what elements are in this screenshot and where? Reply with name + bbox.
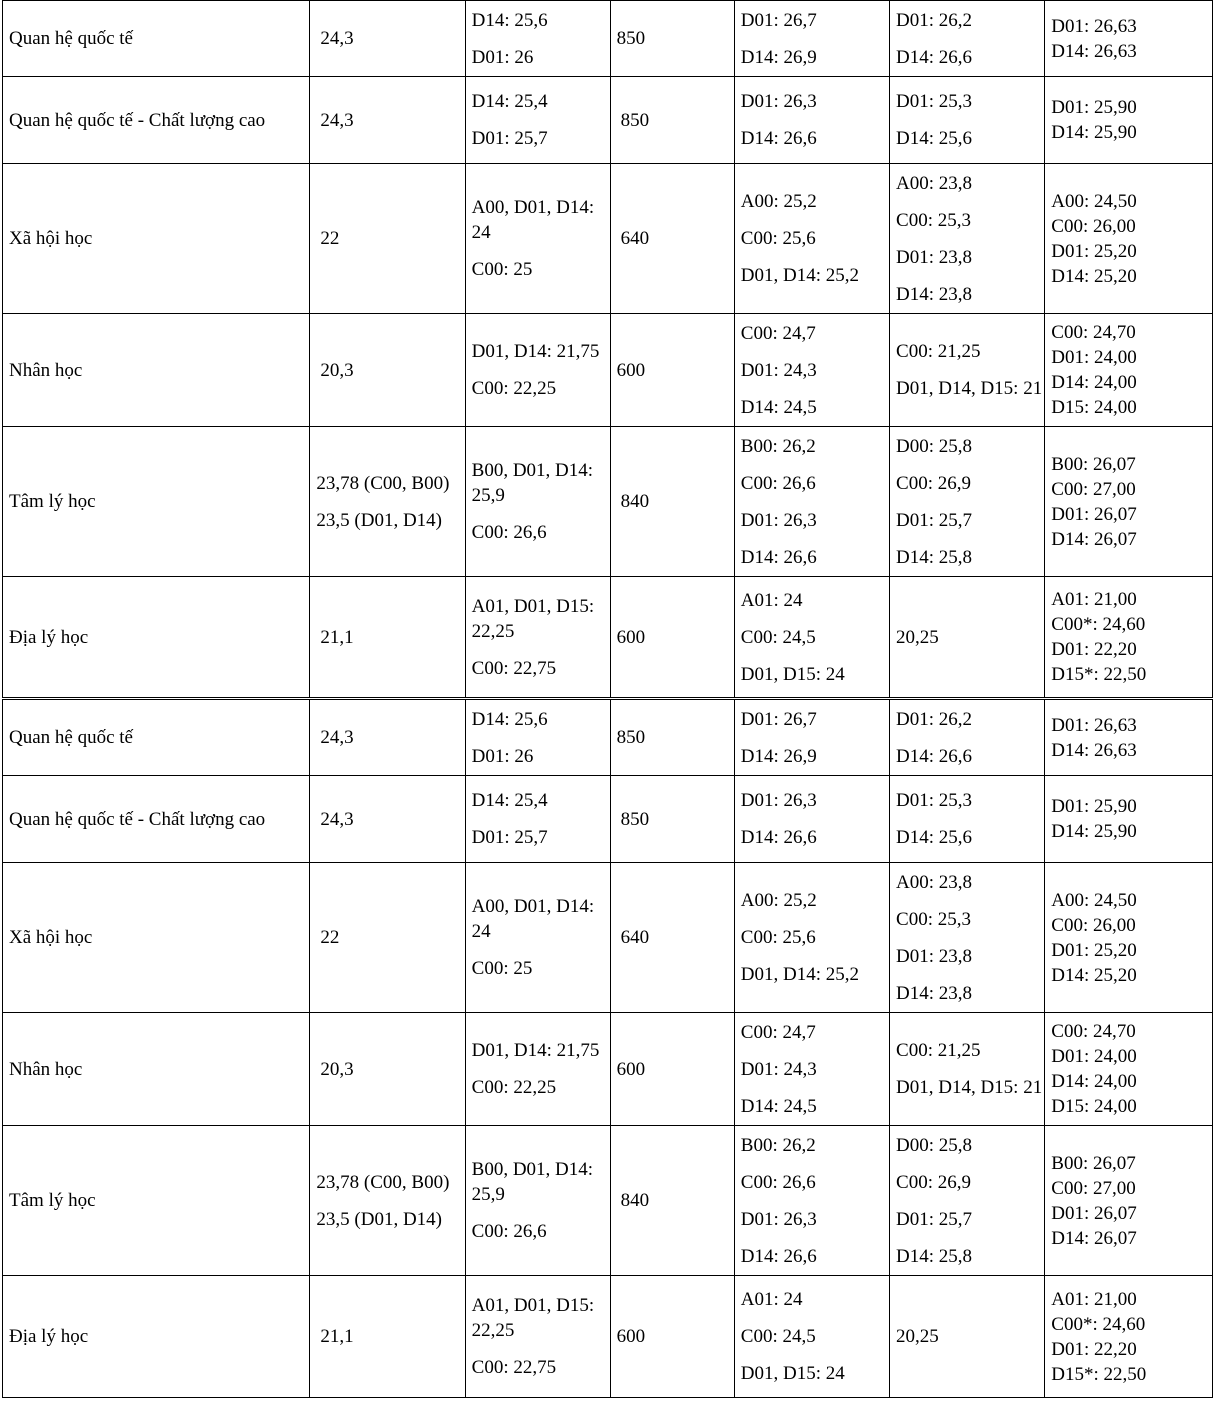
score-cell-col-6 [890,776,1045,863]
score-line: D01: 25,3 [896,790,973,811]
score-line: C00: 22,75 [471,1357,557,1378]
score-cell-col-5 [734,1126,889,1276]
score-line: C00: 26,00 [1051,215,1136,237]
score-line: D01: 26,3 [740,91,817,112]
score-line: C00*: 24,60 [1051,614,1146,635]
score-cell-col-7 [1045,1126,1213,1276]
score-line: C00: 25,3 [896,908,971,930]
score-cell-col-2 [310,314,465,427]
program-name-cell [3,1,310,77]
score-line: A01, D01, D15: 22,25 [471,1295,595,1341]
score-line: B00: 26,07 [1051,1152,1136,1174]
score-line: 20,25 [896,626,939,648]
score-line: D01, D14, D15: 21 [896,1077,1043,1098]
quota-value: 600 [616,359,646,381]
score-line: D14: 25,6 [896,827,973,848]
quota-value: 600 [616,1058,646,1080]
score-line: D01: 26,3 [740,1208,817,1230]
quota-cell [610,427,734,577]
score-line: D01: 23,8 [896,945,973,967]
score-cell-col-6 [890,1276,1045,1398]
score-cell-col-3 [465,577,610,698]
score-cell-col-2 [310,427,465,577]
score-line: C00: 22,75 [471,657,557,679]
scores-table [2,0,1213,698]
score-cell-col-5 [734,427,889,577]
score-line: D01: 26,7 [740,708,817,730]
score-cell-col-7 [1045,863,1213,1013]
score-line: 23,5 (D01, D14) [316,1208,443,1230]
score-line: D00: 25,8 [896,435,973,457]
score-line: D14: 24,5 [740,1095,817,1117]
score-line: C00: 25 [471,259,533,280]
score-line: D01, D14: 25,2 [740,265,859,286]
scores-table [2,699,1213,1398]
program-name-cell [3,863,310,1013]
score-cell-col-6 [890,427,1045,577]
score-line: D14: 26,07 [1051,1227,1137,1249]
score-line: D14: 25,8 [896,546,973,568]
score-line: D01: 24,00 [1051,347,1137,368]
score-line: D14: 26,9 [740,745,817,767]
score-line: D14: 25,20 [1051,265,1137,287]
score-line: D01: 26,2 [896,708,973,730]
score-cell-col-5 [734,700,889,776]
score-cell-col-5 [734,1013,889,1126]
table-row [3,1126,1213,1276]
program-name: Nhân học [9,1058,83,1080]
score-cell-col-7 [1045,776,1213,863]
score-line: D01: 25,7 [896,509,973,531]
score-line: C00: 22,25 [471,1077,557,1098]
score-cell-col-7 [1045,577,1213,698]
quota-value: 640 [620,927,650,948]
program-name-cell [3,776,310,863]
table-row [3,776,1213,863]
score-line: D14: 25,8 [896,1245,973,1267]
score-line: A00: 25,2 [740,191,817,212]
quota-cell [610,1126,734,1276]
scores-table-body [3,1,1213,698]
score-cell-col-2 [310,1,465,77]
table-row [3,700,1213,776]
score-cell-col-5 [734,314,889,427]
score-cell-col-2 [310,700,465,776]
score-cell-col-3 [465,776,610,863]
score-line: D15*: 22,50 [1051,664,1147,685]
score-line: C00: 24,5 [740,1326,816,1347]
score-line: D15*: 22,50 [1051,1363,1147,1385]
score-cell-col-3 [465,700,610,776]
score-line: C00: 25 [471,958,533,979]
table-row [3,863,1213,1013]
program-name: Quan hệ quốc tế [9,727,133,748]
quota-cell [610,1276,734,1398]
quota-cell [610,577,734,698]
score-line: D01: 25,7 [471,827,548,848]
score-line: D01: 25,90 [1051,796,1137,817]
score-cell-col-3 [465,1126,610,1276]
scores-table-body [3,700,1213,1398]
score-cell-col-5 [734,1,889,77]
table-row [3,164,1213,314]
quota-cell [610,164,734,314]
score-line: D01: 26 [471,46,534,68]
table-row [3,1276,1213,1398]
score-line: 20,3 [320,1058,354,1080]
score-line: D01: 24,00 [1051,1046,1137,1067]
score-line: D00: 25,8 [896,1134,973,1156]
score-line: C00: 25,6 [740,228,816,249]
quota-cell [610,314,734,427]
score-line: D14: 26,63 [1051,739,1137,761]
quota-value: 640 [620,228,650,249]
program-name: Quan hệ quốc tế [9,28,133,49]
score-cell-col-7 [1045,164,1213,314]
score-line: C00: 24,70 [1051,322,1136,343]
score-line: C00: 26,6 [471,1221,547,1242]
score-line: C00: 26,6 [740,1171,816,1193]
score-line: A00: 23,8 [896,871,973,893]
score-cell-col-7 [1045,1276,1213,1398]
score-line: 24,3 [320,28,354,49]
score-line: D14: 25,90 [1051,821,1137,842]
program-name: Tâm lý học [9,491,96,512]
quota-value: 850 [620,109,650,131]
score-cell-col-7 [1045,1,1213,77]
score-cell-col-5 [734,863,889,1013]
score-cell-col-3 [465,314,610,427]
score-cell-col-3 [465,1276,610,1398]
program-name-cell [3,314,310,427]
score-line: D14: 25,6 [896,128,973,149]
score-line: C00: 26,6 [471,522,547,543]
program-name: Xã hội học [9,927,93,948]
score-line: D01: 26,07 [1051,503,1137,525]
score-line: D14: 25,90 [1051,122,1137,143]
program-name-cell [3,1126,310,1276]
quota-cell [610,863,734,1013]
program-name-cell [3,1276,310,1398]
score-line: C00: 26,00 [1051,914,1136,936]
score-line: C00: 27,00 [1051,478,1136,500]
score-line: D14: 26,9 [740,46,817,68]
score-cell-col-7 [1045,77,1213,164]
score-line: C00: 22,25 [471,378,557,399]
score-line: 23,78 (C00, B00) [316,472,450,494]
score-line: D01, D15: 24 [740,663,845,685]
scores-table-block-1 [2,0,1213,697]
score-line: D01: 26,7 [740,9,817,31]
score-line: D14: 26,6 [740,128,817,149]
quota-value: 850 [620,808,650,830]
score-line: 20,25 [896,1326,939,1347]
score-line: D01: 25,7 [896,1208,973,1230]
score-line: D01, D14: 21,75 [471,341,600,362]
table-row [3,77,1213,164]
score-line: D01: 26,63 [1051,15,1137,37]
score-line: C00: 24,7 [740,1021,816,1043]
table-row [3,1,1213,77]
score-cell-col-2 [310,1013,465,1126]
quota-cell [610,1,734,77]
score-line: C00: 25,3 [896,209,971,231]
score-cell-col-2 [310,164,465,314]
score-line: D01: 26 [471,745,534,767]
score-line: 23,78 (C00, B00) [316,1171,450,1193]
score-cell-col-5 [734,164,889,314]
score-cell-col-2 [310,77,465,164]
score-line: D01: 22,20 [1051,639,1137,660]
score-line: 22 [320,927,340,948]
score-line: 21,1 [320,1326,354,1347]
score-line: A00: 24,50 [1051,190,1137,212]
score-line: D01: 25,20 [1051,939,1137,961]
score-line: C00*: 24,60 [1051,1313,1146,1335]
score-line: B00: 26,07 [1051,453,1136,475]
score-line: D14: 26,63 [1051,40,1137,62]
table-row [3,314,1213,427]
quota-value: 850 [616,28,646,49]
score-cell-col-3 [465,1013,610,1126]
score-line: D01: 25,3 [896,91,973,112]
score-line: A00: 24,50 [1051,889,1137,911]
score-line: 24,3 [320,109,354,131]
score-cell-col-7 [1045,427,1213,577]
score-line: A01: 21,00 [1051,589,1137,610]
score-line: D15: 24,00 [1051,1096,1137,1117]
program-name-cell [3,700,310,776]
score-line: C00: 26,9 [896,1171,971,1193]
score-line: D14: 26,6 [896,745,973,767]
score-line: D01: 25,7 [471,128,548,149]
score-line: D14: 23,8 [896,982,973,1004]
score-cell-col-5 [734,776,889,863]
score-cell-col-2 [310,863,465,1013]
score-line: C00: 24,70 [1051,1021,1136,1042]
score-line: A00: 23,8 [896,172,973,194]
score-line: 24,3 [320,727,354,748]
program-name: Xã hội học [9,228,93,249]
score-line: D01: 24,3 [740,359,817,381]
quota-cell [610,700,734,776]
score-cell-col-3 [465,77,610,164]
program-name-cell [3,164,310,314]
score-line: D01: 26,07 [1051,1202,1137,1224]
score-cell-col-3 [465,164,610,314]
score-line: D01: 26,3 [740,509,817,531]
score-line: C00: 25,6 [740,927,816,948]
program-name: Nhân học [9,359,83,381]
score-cell-col-3 [465,863,610,1013]
score-line: A00: 25,2 [740,890,817,911]
score-line: D01: 26,3 [740,790,817,811]
score-line: C00: 24,5 [740,626,816,648]
table-row [3,1013,1213,1126]
score-cell-col-6 [890,863,1045,1013]
score-cell-col-6 [890,164,1045,314]
score-line: A00, D01, D14: 24 [471,896,595,942]
program-name: Địa lý học [9,1326,89,1347]
score-line: D14: 24,00 [1051,372,1137,393]
score-line: D14: 26,07 [1051,528,1137,550]
program-name-cell [3,577,310,698]
quota-cell [610,77,734,164]
score-cell-col-5 [734,77,889,164]
score-line: D01: 24,3 [740,1058,817,1080]
score-line: 23,5 (D01, D14) [316,509,443,531]
score-cell-col-7 [1045,314,1213,427]
score-cell-col-6 [890,1,1045,77]
score-line: D14: 25,4 [471,91,548,112]
score-cell-col-2 [310,1126,465,1276]
score-cell-col-5 [734,577,889,698]
program-name-cell [3,1013,310,1126]
score-cell-col-6 [890,1013,1045,1126]
score-line: D14: 24,5 [740,396,817,418]
score-line: D01, D14: 21,75 [471,1040,600,1061]
score-line: C00: 21,25 [896,341,981,362]
score-line: D14: 25,6 [471,708,548,730]
score-line: C00: 24,7 [740,322,816,344]
score-cell-col-2 [310,776,465,863]
score-line: D01: 22,20 [1051,1338,1137,1360]
quota-value: 840 [620,1190,650,1211]
score-cell-col-6 [890,314,1045,427]
score-cell-col-6 [890,77,1045,164]
program-name: Quan hệ quốc tế - Chất lượng cao [9,109,266,131]
score-line: B00: 26,2 [740,435,816,457]
score-line: B00, D01, D14: 25,9 [471,1159,594,1205]
score-line: D01: 26,2 [896,9,973,31]
quota-value: 850 [616,727,646,748]
score-line: D14: 26,6 [740,1245,817,1267]
score-line: A01: 24 [740,589,803,611]
score-cell-col-2 [310,577,465,698]
score-cell-col-2 [310,1276,465,1398]
program-name: Quan hệ quốc tế - Chất lượng cao [9,808,266,830]
score-cell-col-7 [1045,700,1213,776]
quota-value: 840 [620,491,650,512]
score-line: B00: 26,2 [740,1134,816,1156]
score-line: C00: 26,9 [896,472,971,494]
score-cell-col-5 [734,1276,889,1398]
score-line: C00: 27,00 [1051,1177,1136,1199]
score-line: D01, D14, D15: 21 [896,378,1043,399]
score-line: A00, D01, D14: 24 [471,197,595,243]
score-line: C00: 26,6 [740,472,816,494]
score-line: D14: 25,20 [1051,964,1137,986]
score-line: 21,1 [320,626,354,648]
score-line: D14: 26,6 [896,46,973,68]
score-line: D14: 23,8 [896,283,973,305]
score-cell-col-7 [1045,1013,1213,1126]
score-line: A01: 21,00 [1051,1288,1137,1310]
score-line: C00: 21,25 [896,1040,981,1061]
score-line: D14: 24,00 [1051,1071,1137,1092]
program-name-cell [3,77,310,164]
score-line: D01, D14: 25,2 [740,964,859,985]
score-line: D01: 25,20 [1051,240,1137,262]
score-line: 22 [320,228,340,249]
score-line: D14: 25,6 [471,9,548,31]
score-line: D14: 26,6 [740,827,817,848]
quota-cell [610,1013,734,1126]
score-line: B00, D01, D14: 25,9 [471,460,594,506]
quota-cell [610,776,734,863]
score-line: D14: 26,6 [740,546,817,568]
table-row [3,427,1213,577]
table-row [3,577,1213,698]
score-line: D01: 25,90 [1051,97,1137,118]
score-line: D14: 25,4 [471,790,548,811]
score-line: 20,3 [320,359,354,381]
score-cell-col-6 [890,700,1045,776]
quota-value: 600 [616,626,646,648]
quota-value: 600 [616,1326,646,1347]
score-line: A01: 24 [740,1289,803,1310]
score-cell-col-3 [465,427,610,577]
score-line: D01, D15: 24 [740,1363,845,1384]
score-line: D01: 23,8 [896,246,973,268]
program-name: Tâm lý học [9,1190,96,1211]
program-name-cell [3,427,310,577]
scores-table-block-2 [2,699,1213,1397]
score-cell-col-6 [890,1126,1045,1276]
score-line: D01: 26,63 [1051,714,1137,736]
score-line: 24,3 [320,808,354,830]
score-line: D15: 24,00 [1051,397,1137,418]
score-cell-col-3 [465,1,610,77]
score-cell-col-6 [890,577,1045,698]
program-name: Địa lý học [9,626,89,648]
score-line: A01, D01, D15: 22,25 [471,595,595,642]
